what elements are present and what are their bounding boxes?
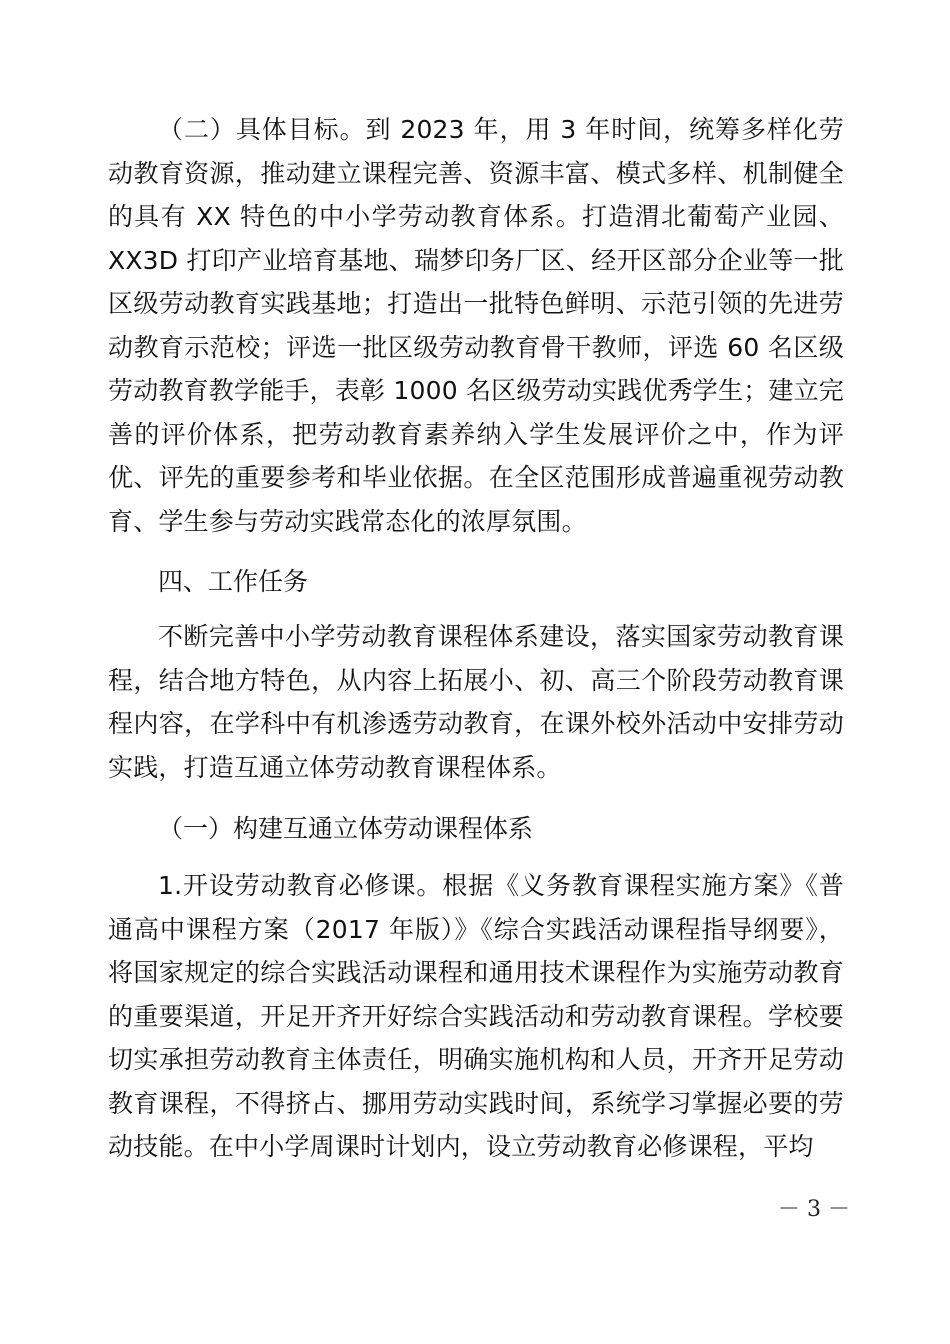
- heading-work-tasks: 四、工作任务: [158, 567, 309, 596]
- paragraph-specific-goals: （二）具体目标。到 2023 年，用 3 年时间，统筹多样化劳动教育资源，推动建立课程完善、资源丰富、模式多样、机制健全的具有 XX 特色的中小学劳动教育体系。打造渭北葡萄产业园、XX3D 打印产业培育基地、瑞梦印务厂区、经开区部分企业等一批区级劳动教育实践基地；打造出一批特色鲜明、示范引领的先进劳动教育示范校；评选一批区级劳动教育骨干教师，评选 60 名区级劳动教育教学能手，表彰 1000 名区级劳动实践优秀学生；建立完善的评价体系，把劳动教育素养纳入学生发展评价之中，作为评优、评先的重要参考和毕业依据。在全区范围形成普遍重视劳动教育、学生参与劳动实践常态化的浓厚氛围。: [108, 115, 844, 536]
- paragraph-work-tasks-intro: 不断完善中小学劳动教育课程体系建设，落实国家劳动教育课程，结合地方特色，从内容上拓展小、初、高三个阶段劳动教育课程内容，在学科中有机渗透劳动教育，在课外校外活动中安排劳动实践，打造互通立体劳动教育课程体系。: [108, 622, 844, 782]
- page-number: － 3 －: [778, 1197, 850, 1222]
- heading-section-one: （一）构建互通立体劳动课程体系: [158, 814, 534, 843]
- paragraph-item-one: 1.开设劳动教育必修课。根据《义务教育课程实施方案》《普通高中课程方案（2017 年版）》《综合实践活动课程指导纲要》，将国家规定的综合实践活动课程和通用技术课程作为实施劳动教育的重要渠道，开足开齐开好综合实践活动和劳动教育课程。学校要切实承担劳动教育主体责任，明确实施机构和人员，开齐开足劳动教育课程，不得挤占、挪用劳动实践时间，系统学习掌握必要的劳动技能。在中小学周课时计划内，设立劳动教育必修课程，平均: [108, 871, 844, 1161]
